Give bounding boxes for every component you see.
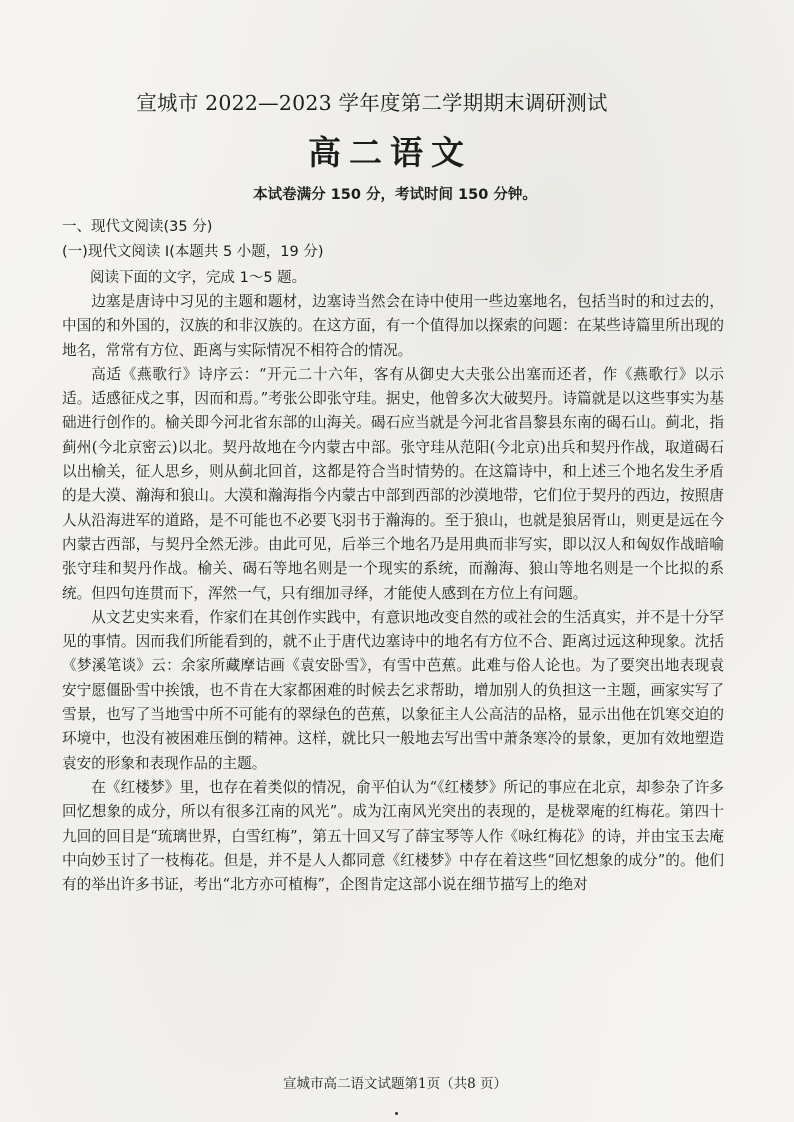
subject-title: 高二语文 <box>308 133 472 172</box>
reading-instructions: 阅读下面的文字，完成 1～5 题。 <box>90 270 307 286</box>
exam-title: 宣城市 2022—2023 学年度第二学期期末调研测试 <box>136 91 608 115</box>
passage-paragraph-1: 边塞是唐诗中习见的主题和题材，边塞诗当然会在诗中使用一些边塞地名，包括当时的和过去的，中国的和外国的，汉族的和非汉族的。在这方面，有一个值得加以探索的问题：在某些诗篇里所出现的地名，常常有方位、距离与实际情况不相符合的情况。 <box>62 293 724 359</box>
section-heading: 一、现代文阅读(35 分) <box>62 219 213 235</box>
scan-dot <box>395 1112 398 1115</box>
passage-paragraph-4: 在《红楼梦》里，也存在着类似的情况，俞平伯认为“《红楼梦》所记的事应在北京，却参杂了许多回忆想象的成分，所以有很多江南的风光”。成为江南风光突出的表现的，是栊翠庵的红梅花。第四十九回的回目是“琉璃世界，白雪红梅”，第五十回又写了薛宝琴等人作《咏红梅花》的诗，并由宝玉去庵中向妙玉讨了一枝梅花。但是，并不是人人都同意《红楼梦》中存在着这些“回忆想象的成分”的。他们有的举出许多书证，考出“北方亦可植梅”，企图肯定这部小说在细节描写上的绝对 <box>62 778 724 894</box>
reading-passage <box>62 290 724 897</box>
subsection-heading: (一)现代文阅读 I(本题共 5 小题，19 分) <box>62 244 324 260</box>
exam-info: 本试卷满分 150 分，考试时间 150 分钟。 <box>253 187 537 203</box>
passage-paragraph-3: 从文艺史实来看，作家们在其创作实践中，有意识地改变自然的或社会的生活真实，并不是十分罕见的事情。因而我们所能看到的，就不止于唐代边塞诗中的地名有方位不合、距离过远这种现象。沈括《梦溪笔谈》云：余家所藏摩诘画《袁安卧雪》，有雪中芭蕉。此难与俗人论也。为了要突出地表现袁安宁愿僵卧雪中挨饿，也不肯在大家都困难的时候去乞求帮助，增加别人的负担这一主题，画家实写了雪景，也写了当地雪中所不可能有的翠绿色的芭蕉，以象征主人公高洁的品格，显示出他在饥寒交迫的环境中，也没有被困难压倒的精神。这样，就比只一般地去写出雪中萧条寒冷的景象，更加有效地塑造袁安的形象和表现作品的主题。 <box>62 608 724 772</box>
passage-paragraph-2: 高适《燕歌行》诗序云：“开元二十六年，客有从御史大夫张公出塞而还者，作《燕歌行》以示适。适感征戍之事，因而和焉。”考张公即张守珪。据史，他曾多次大破契丹。诗篇就是以这些事实为基础进行创作的。榆关即今河北省东部的山海关。碣石应当就是今河北省昌黎县东南的碣石山。蓟北，指蓟州(今北京密云)以北。契丹故地在今内蒙古中部。张守珪从范阳(今北京)出兵和契丹作战，取道碣石以出榆关，征人思乡，则从蓟北回首，这都是符合当时情势的。在这篇诗中，和上述三个地名发生矛盾的是大漠、瀚海和狼山。大漠和瀚海指今内蒙古中部到西部的沙漠地带，它们位于契丹的西边，按照唐人从沿海进军的道路，是不可能也不必要飞羽书于瀚海的。至于狼山，也就是狼居胥山，则更是远在今内蒙古西部，与契丹全然无涉。由此可见，后举三个地名乃是用典而非写实，即以汉人和匈奴作战暗喻张守珪和契丹作战。榆关、碣石等地名则是一个现实的系统，而瀚海、狼山等地名则是一个比拟的系统。但四句连贯而下，浑然一气，只有细加寻绎，才能使人感到在方位上有问题。 <box>62 365 724 602</box>
page-footer: 宣城市高二语文试题第1页（共8 页） <box>283 1076 507 1092</box>
